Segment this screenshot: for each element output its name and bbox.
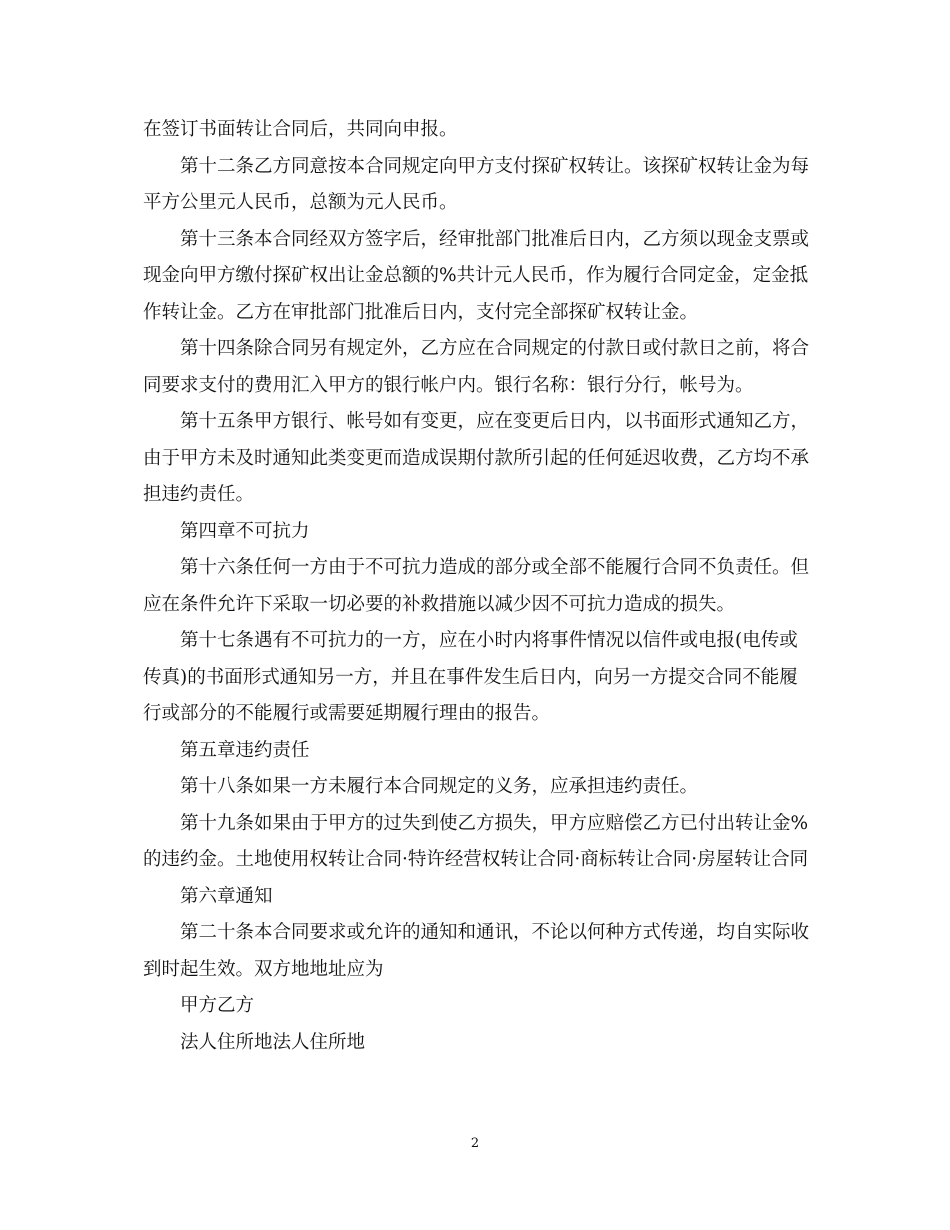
article-20: 第二十条本合同要求或允许的通知和通讯，不论以何种方式传递，均自实际收到时起生效。双方地地址应为: [143, 922, 810, 980]
article-13: 第十三条本合同经双方签字后，经审批部门批准后日内，乙方须以现金支票或现金向甲方缴付探矿权出让金总额的%共计元人民币，作为履行合同定金，定金抵作转让金。乙方在审批部门批准后日内，支付完全部探矿权转让金。: [143, 228, 810, 323]
article-12: 第十二条乙方同意按本合同规定向甲方支付探矿权转让。该探矿权转让金为每平方公里元人民币，总额为元人民币。: [143, 155, 810, 213]
article-15: 第十五条甲方银行、帐号如有变更，应在变更后日内，以书面形式通知乙方，由于甲方未及时通知此类变更而造成误期付款所引起的任何延迟收费，乙方均不承担违约责任。: [143, 411, 810, 505]
chapter-4-heading: 第四章不可抗力: [180, 520, 310, 542]
article-16: 第十六条任何一方由于不可抗力造成的部分或全部不能履行合同不负责任。但应在条件允许下采取一切必要的补救措施以减少因不可抗力造成的损失。: [143, 557, 810, 615]
article-19: 第十九条如果由于甲方的过失到使乙方损失，甲方应赔偿乙方已付出转让金%的违约金。土地使用权转让合同·特许经营权转让合同·商标转让合同·房屋转让合同: [143, 812, 809, 870]
document-body: [143, 112, 813, 1061]
paragraph-continuation: 在签订书面转让合同后，共同向申报。: [143, 119, 458, 140]
page-number: 2: [470, 1136, 480, 1151]
article-18: 第十八条如果一方未履行本合同规定的义务，应承担违约责任。: [180, 776, 699, 797]
article-14: 第十四条除合同另有规定外，乙方应在合同规定的付款日或付款日之前，将合同要求支付的费用汇入甲方的银行帐户内。银行名称：银行分行，帐号为。: [143, 338, 810, 396]
address-line: 法人住所地法人住所地: [180, 1031, 366, 1053]
parties-line: 甲方乙方: [180, 995, 255, 1016]
article-17: 第十七条遇有不可抗力的一方，应在小时内将事件情况以信件或电报(电传或传真)的书面形式通知另一方，并且在事件发生后日内，向另一方提交合同不能履行或部分的不能履行或需要延期履行理由的报告。: [143, 630, 798, 724]
chapter-5-heading: 第五章违约责任: [180, 739, 310, 761]
chapter-6-heading: 第六章通知: [180, 885, 273, 907]
